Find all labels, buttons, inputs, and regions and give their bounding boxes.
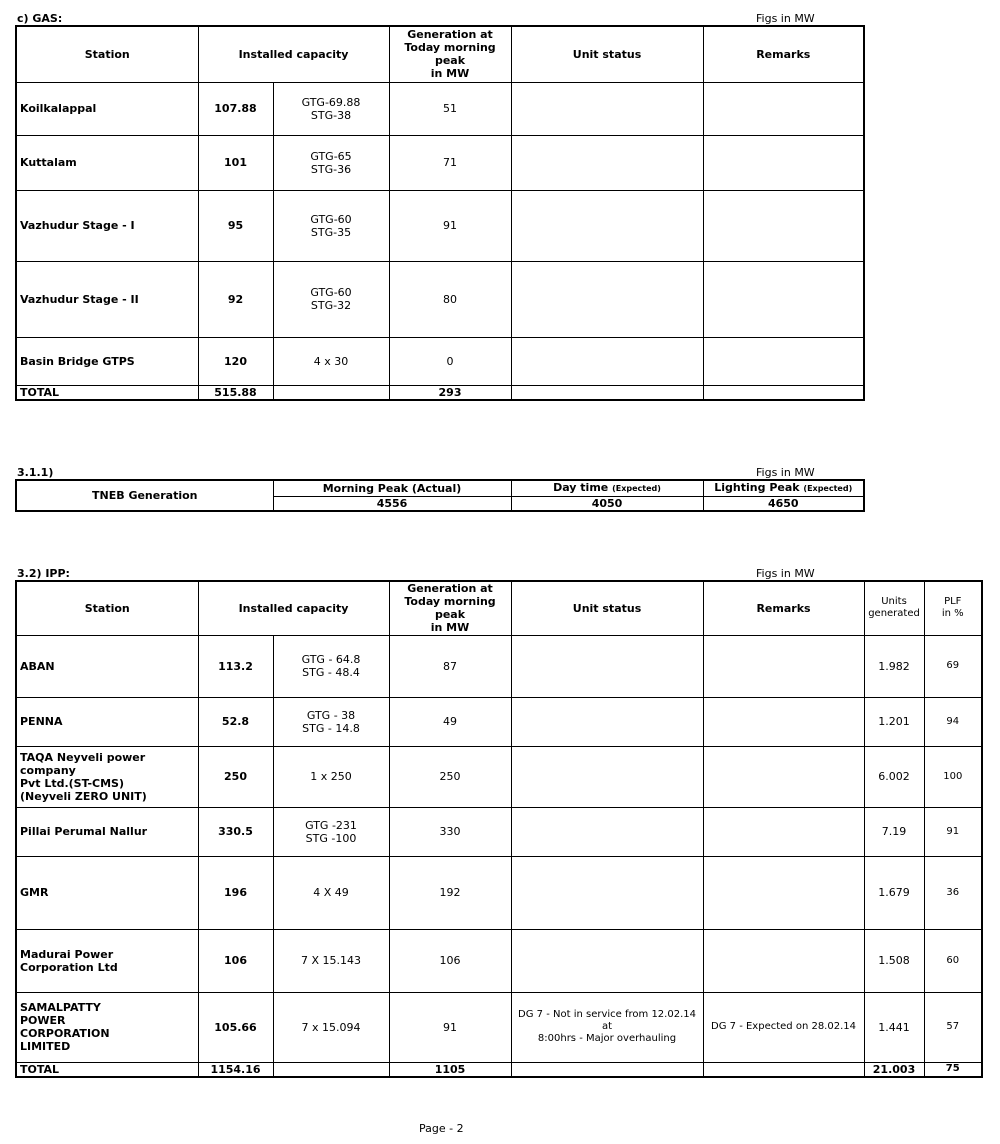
remarks	[703, 807, 864, 856]
unit-configuration: GTG-60 STG-35	[273, 190, 389, 261]
table-row	[16, 135, 864, 190]
installed-capacity: 196	[198, 856, 273, 929]
unit-status	[511, 807, 703, 856]
unit-status	[511, 856, 703, 929]
plf-value: 69	[924, 635, 982, 697]
tneb-figs-unit: Figs in MW	[756, 466, 815, 479]
station-name: TAQA Neyveli power company Pvt Ltd.(ST-CMS) (Neyveli ZERO UNIT)	[16, 746, 198, 807]
units-generated: 1.441	[864, 992, 924, 1062]
generation-value: 80	[389, 261, 511, 337]
remarks	[703, 190, 864, 261]
ipp-figs-unit: Figs in MW	[756, 567, 815, 580]
ipp-table	[15, 580, 983, 1078]
installed-capacity: 330.5	[198, 807, 273, 856]
tneb-table	[15, 479, 865, 512]
remarks	[703, 697, 864, 746]
installed-capacity: 107.88	[198, 82, 273, 135]
table-row	[16, 261, 864, 337]
unit-status	[511, 82, 703, 135]
installed-capacity: 101	[198, 135, 273, 190]
station-name: Vazhudur Stage - I	[16, 190, 198, 261]
units-generated: 1.201	[864, 697, 924, 746]
units-generated: 1.679	[864, 856, 924, 929]
station-name: Kuttalam	[16, 135, 198, 190]
installed-capacity: 105.66	[198, 992, 273, 1062]
remarks	[703, 261, 864, 337]
day-time-value: 4050	[511, 496, 703, 511]
plf-value: 94	[924, 697, 982, 746]
remarks	[703, 82, 864, 135]
generation-value: 71	[389, 135, 511, 190]
total-row	[16, 1062, 982, 1077]
station-name: Vazhudur Stage - II	[16, 261, 198, 337]
ipp-header-generation: Generation at Today morning peak in MW	[389, 581, 511, 635]
unit-configuration: 1 x 250	[273, 746, 389, 807]
total-row	[16, 385, 864, 400]
morning-peak-label: Morning Peak (Actual)	[273, 480, 511, 496]
plf-value: 60	[924, 929, 982, 992]
gas-section-label: c) GAS:	[17, 12, 63, 25]
station-name: Pillai Perumal Nallur	[16, 807, 198, 856]
ipp-section-label: 3.2) IPP:	[17, 567, 70, 580]
unit-configuration: 7 X 15.143	[273, 929, 389, 992]
lighting-peak-label: Lighting Peak (Expected)	[703, 480, 864, 496]
station-name: Basin Bridge GTPS	[16, 337, 198, 385]
plf-value: 91	[924, 807, 982, 856]
table-row	[16, 635, 982, 697]
plf-value: 100	[924, 746, 982, 807]
table-row	[16, 856, 982, 929]
total-generation: 1105	[389, 1062, 511, 1077]
lighting-peak-value: 4650	[703, 496, 864, 511]
generation-value: 192	[389, 856, 511, 929]
table-row	[16, 337, 864, 385]
remarks	[703, 856, 864, 929]
page-number: Page - 2	[419, 1122, 464, 1135]
installed-capacity: 52.8	[198, 697, 273, 746]
unit-status	[511, 746, 703, 807]
remarks	[703, 337, 864, 385]
unit-status	[511, 929, 703, 992]
unit-configuration: 4 x 30	[273, 337, 389, 385]
remarks	[703, 746, 864, 807]
plf-value: 36	[924, 856, 982, 929]
total-plf: 75	[924, 1062, 982, 1077]
generation-value: 91	[389, 992, 511, 1062]
station-name: GMR	[16, 856, 198, 929]
unit-status	[511, 261, 703, 337]
table-row	[16, 82, 864, 135]
installed-capacity: 120	[198, 337, 273, 385]
station-name: Koilkalappal	[16, 82, 198, 135]
table-row	[16, 697, 982, 746]
generation-value: 49	[389, 697, 511, 746]
table-row	[16, 929, 982, 992]
gas-header-installed: Installed capacity	[198, 26, 389, 82]
unit-configuration: GTG-69.88 STG-38	[273, 82, 389, 135]
unit-status	[511, 190, 703, 261]
unit-configuration: GTG - 64.8 STG - 48.4	[273, 635, 389, 697]
total-label: TOTAL	[16, 385, 198, 400]
total-capacity: 515.88	[198, 385, 273, 400]
unit-configuration: 7 x 15.094	[273, 992, 389, 1062]
gas-figs-unit: Figs in MW	[756, 12, 815, 25]
total-capacity: 1154.16	[198, 1062, 273, 1077]
plf-value: 57	[924, 992, 982, 1062]
units-generated: 1.508	[864, 929, 924, 992]
unit-configuration: 4 X 49	[273, 856, 389, 929]
table-row	[16, 746, 982, 807]
ipp-header-installed: Installed capacity	[198, 581, 389, 635]
installed-capacity: 113.2	[198, 635, 273, 697]
generation-value: 0	[389, 337, 511, 385]
table-row	[16, 992, 982, 1062]
table-row	[16, 807, 982, 856]
unit-configuration: GTG - 38 STG - 14.8	[273, 697, 389, 746]
morning-peak-value: 4556	[273, 496, 511, 511]
generation-value: 330	[389, 807, 511, 856]
unit-configuration: GTG-60 STG-32	[273, 261, 389, 337]
installed-capacity: 106	[198, 929, 273, 992]
gas-header-generation: Generation at Today morning peak in MW	[389, 26, 511, 82]
ipp-header-unit-status: Unit status	[511, 581, 703, 635]
remarks	[703, 635, 864, 697]
gas-table	[15, 25, 865, 401]
units-generated: 1.982	[864, 635, 924, 697]
station-name: ABAN	[16, 635, 198, 697]
total-label: TOTAL	[16, 1062, 198, 1077]
unit-configuration: GTG-65 STG-36	[273, 135, 389, 190]
tneb-label: TNEB Generation	[16, 480, 273, 511]
unit-configuration: GTG -231 STG -100	[273, 807, 389, 856]
station-name: PENNA	[16, 697, 198, 746]
unit-status: DG 7 - Not in service from 12.02.14 at 8:00hrs - Major overhauling	[511, 992, 703, 1062]
generation-value: 91	[389, 190, 511, 261]
ipp-header-station: Station	[16, 581, 198, 635]
unit-status	[511, 337, 703, 385]
ipp-header-plf: PLF in %	[924, 581, 982, 635]
remarks	[703, 135, 864, 190]
unit-status	[511, 635, 703, 697]
ipp-header-remarks: Remarks	[703, 581, 864, 635]
gas-header-station: Station	[16, 26, 198, 82]
unit-status	[511, 135, 703, 190]
installed-capacity: 92	[198, 261, 273, 337]
gas-header-unit-status: Unit status	[511, 26, 703, 82]
installed-capacity: 250	[198, 746, 273, 807]
unit-status	[511, 697, 703, 746]
table-row	[16, 190, 864, 261]
generation-value: 51	[389, 82, 511, 135]
ipp-header-units-generated: Units generated	[864, 581, 924, 635]
remarks	[703, 929, 864, 992]
tneb-section-label: 3.1.1)	[17, 466, 54, 479]
generation-value: 106	[389, 929, 511, 992]
station-name: Madurai Power Corporation Ltd	[16, 929, 198, 992]
gas-header-remarks: Remarks	[703, 26, 864, 82]
generation-value: 250	[389, 746, 511, 807]
total-generation: 293	[389, 385, 511, 400]
remarks: DG 7 - Expected on 28.02.14	[703, 992, 864, 1062]
station-name: SAMALPATTY POWER CORPORATION LIMITED	[16, 992, 198, 1062]
units-generated: 7.19	[864, 807, 924, 856]
day-time-label: Day time (Expected)	[511, 480, 703, 496]
installed-capacity: 95	[198, 190, 273, 261]
generation-value: 87	[389, 635, 511, 697]
total-units-generated: 21.003	[864, 1062, 924, 1077]
units-generated: 6.002	[864, 746, 924, 807]
